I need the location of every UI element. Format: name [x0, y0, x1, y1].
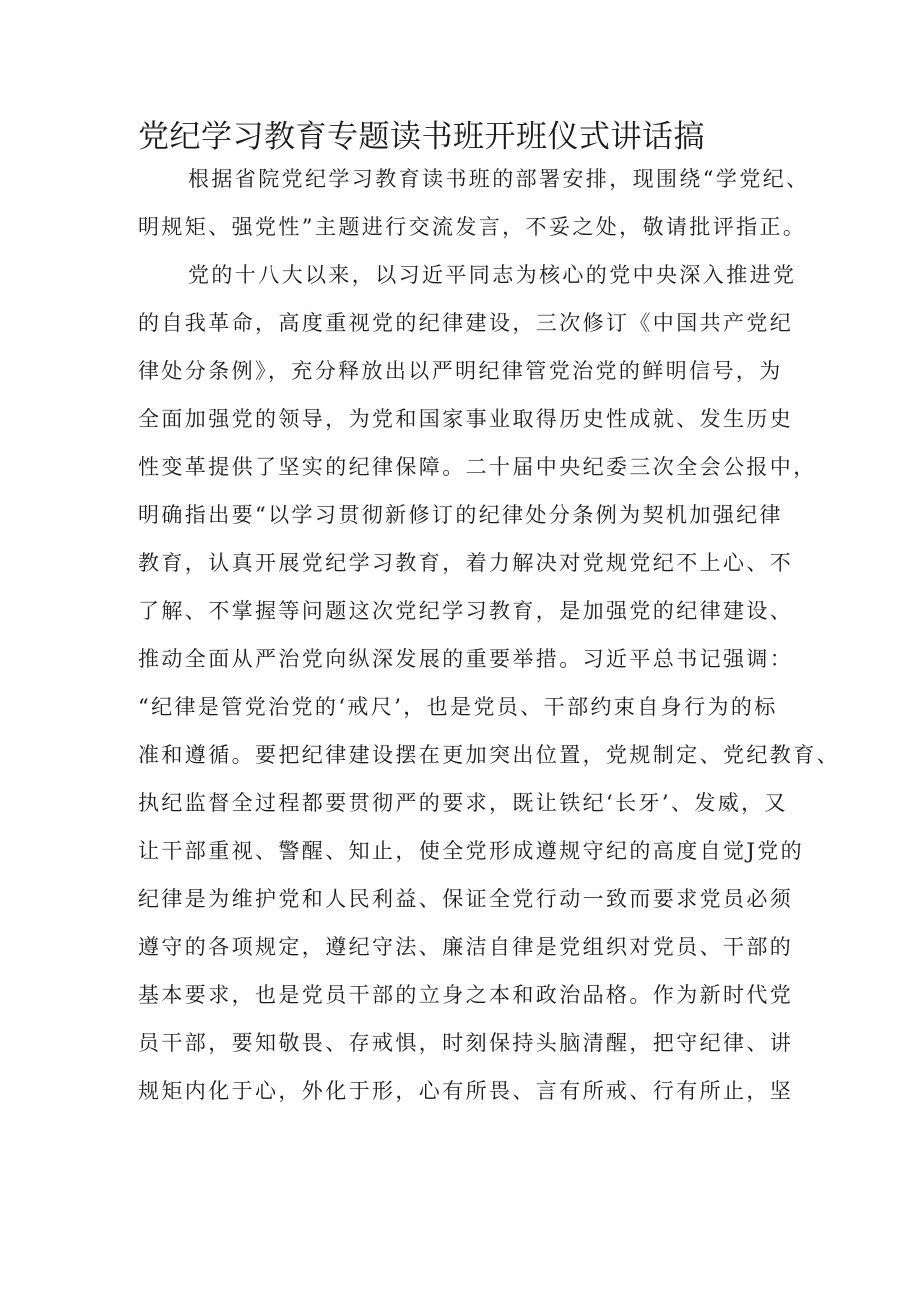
paragraph-1-line-2: 明规矩、强党性”主题进行交流发言，不妥之处，敬请批评指正。 — [138, 215, 807, 239]
paragraph-2-line-13: 让干部重视、警醒、知止，使全党形成遵规守纪的高度自觉J党的 — [138, 839, 805, 863]
paragraph-2-line-5: 性变革提供了坚实的纪律保障。二十届中央纪委三次全会公报中， — [138, 455, 817, 479]
paragraph-2-line-18: 规矩内化于心，外化于形，心有所畏、言有所戒、行有所止，坚 — [138, 1079, 794, 1103]
paragraph-2-line-17: 员干部，要知敬畏、存戒惧，时刻保持头脑清醒，把守纪律、讲 — [138, 1031, 794, 1055]
paragraph-2-line-8: 了解、不掌握等问题这次党纪学习教育，是加强党的纪律建设、 — [138, 599, 794, 623]
paragraph-2-line-16: 基本要求，也是党员干部的立身之本和政治品格。作为新时代党 — [138, 983, 794, 1007]
paragraph-2-line-1: 党的十八大以来，以习近平同志为核心的党中央深入推进党 — [188, 263, 797, 287]
paragraph-2-line-2: 的自我革命，高度重视党的纪律建设，三次修订《中国共产党纪 — [138, 311, 794, 335]
paragraph-2-line-11: 准和遵循。要把纪律建设摆在更加突出位置，党规制定、党纪教育、 — [138, 743, 840, 767]
paragraph-2-line-10: “纪律是管党治党的‘戒尺’，也是党员、干部约束自身行为的标 — [138, 695, 778, 719]
paragraph-2-line-14: 纪律是为维护党和人民利益、保证全党行动一致而要求党员必须 — [138, 887, 794, 911]
document-title: 党纪学习教育专题读书班开班仪式讲话搞 — [138, 119, 705, 155]
paragraph-2-line-4: 全面加强党的领导，为党和国家事业取得历史性成就、发生历史 — [138, 407, 794, 431]
paragraph-1-line-1: 根据省院党纪学习教育读书班的部署安排，现围绕“学党纪、 — [188, 167, 810, 191]
paragraph-2-line-15: 遵守的各项规定，遵纪守法、廉洁自律是党组织对党员、干部的 — [138, 935, 794, 959]
paragraph-2-line-9: 推动全面从严治党向纵深发展的重要举措。习近平总书记强调： — [138, 647, 794, 671]
paragraph-2-line-7: 教育，认真开展党纪学习教育，着力解决对党规党纪不上心、不 — [138, 551, 794, 575]
paragraph-2-line-6: 明确指出要“以学习贯彻新修订的纪律处分条例为契机加强纪律 — [138, 503, 783, 527]
paragraph-2-line-3: 律处分条例》，充分释放出以严明纪律管党治党的鲜明信号，为 — [138, 359, 783, 383]
paragraph-2-line-12: 执纪监督全过程都要贯彻严的要求，既让铁纪‘长牙’、发威，又 — [138, 791, 788, 815]
